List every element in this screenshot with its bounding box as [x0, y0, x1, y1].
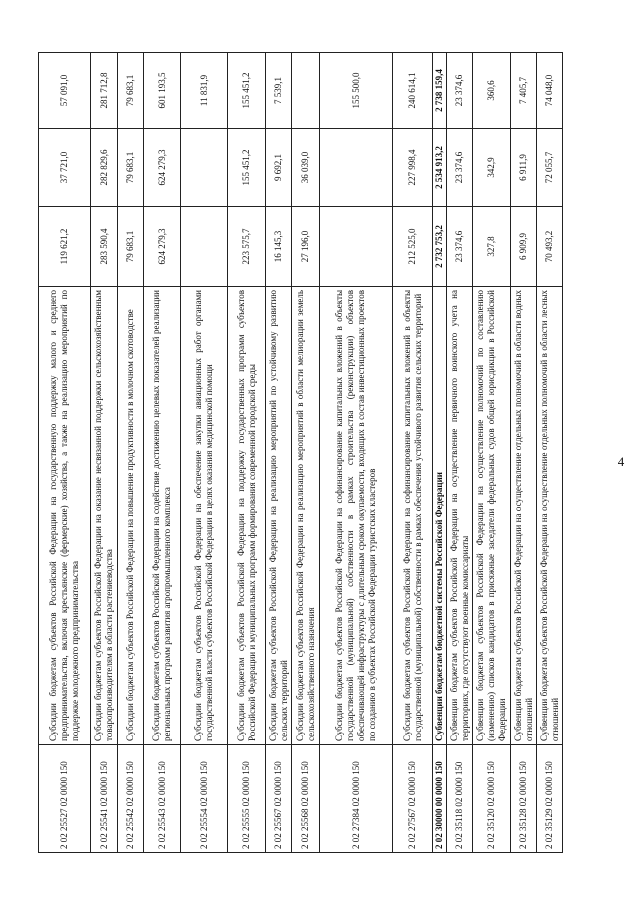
budget-code-cell: 2 02 25555 02 0000 150 [228, 745, 266, 853]
amount-cell-2: 23 374,6 [447, 129, 473, 207]
amount-cell-3: 74 048,0 [537, 53, 563, 129]
budget-code-cell: 2 02 25527 02 0000 150 [39, 745, 91, 853]
amount-cell-2: 9 692,1 [266, 129, 292, 207]
table-row [447, 53, 473, 853]
table-row [144, 53, 181, 853]
amount-cell-1: 327,8 [473, 207, 511, 287]
income-name-cell: Субсидии бюджетам субъектов Российской Федерации на софинансирование капитальных вложений в объекты государственной (муниципальной) собственности в рамках обеспечения устойчивого развития сельских территорий [393, 287, 433, 745]
income-name-cell: Субсидии бюджетам субъектов Российской Федерации на поддержку государственных программ субъектов Российской Федерации и муниципальных программ формирования современной городской среды [228, 287, 266, 745]
income-name-cell: Субвенции бюджетам субъектов Российской Федерации на осуществление полномочий по составлению (изменению) списков кандидатов в присяжные заседатели федеральных судов общей юрисдикции в Российской Федерации [473, 287, 511, 745]
amount-cell-1: 212 525,0 [393, 207, 433, 287]
amount-cell-3: 155 500,0 [320, 53, 393, 129]
budget-code-cell: 2 02 30000 00 0000 150 [433, 745, 447, 853]
amount-cell-2: 624 279,3 [144, 129, 181, 207]
amount-cell-2: 36 039,0 [292, 129, 320, 207]
income-name-cell: Субсидии бюджетам субъектов Российской Федерации на реализацию мероприятий по устойчивому развитию сельских территорий [266, 287, 292, 745]
amount-cell-3: 23 374,6 [447, 53, 473, 129]
budget-code-cell: 2 02 35120 02 0000 150 [473, 745, 511, 853]
amount-cell-3: 155 451,2 [228, 53, 266, 129]
table-row [511, 53, 537, 853]
amount-cell-1: 2 732 753,2 [433, 207, 447, 287]
budget-code-cell: 2 02 35118 02 0000 150 [447, 745, 473, 853]
amount-cell-2: 6 911,9 [511, 129, 537, 207]
amount-cell-3: 601 193,5 [144, 53, 181, 129]
table-row [228, 53, 266, 853]
amount-cell-1: 79 683,1 [118, 207, 144, 287]
amount-cell-3: 2 738 159,4 [433, 53, 447, 129]
amount-cell-1: 70 493,2 [537, 207, 563, 287]
income-name-cell: Субсидии бюджетам субъектов Российской Федерации на содействие достижению целевых показателей реализации региональных программ развития агропромышленного комплекса [144, 287, 181, 745]
income-name-cell: Субсидии бюджетам субъектов Российской Федерации на обеспечение закупки авиационных работ органами государственной власти субъектов Российской Федерации в целях оказания медицинской помощи [181, 287, 228, 745]
amount-cell-3: 7 539,1 [266, 53, 292, 129]
table-row [473, 53, 511, 853]
income-name-cell: Субвенции бюджетам субъектов Российской Федерации на осуществление первичного воинского учета на территориях, где отсутствуют военные комиссариаты [447, 287, 473, 745]
table-row [118, 53, 144, 853]
income-name-cell: Субвенции бюджетам бюджетной системы Российской Федерации [433, 287, 447, 745]
table-row [292, 53, 320, 853]
amount-cell-3: 11 831,9 [181, 53, 228, 129]
amount-cell-3: 240 614,1 [393, 53, 433, 129]
amount-cell-1 [181, 207, 228, 287]
amount-cell-2: 155 451,2 [228, 129, 266, 207]
amount-cell-2: 282 829,6 [91, 129, 118, 207]
amount-cell-2: 2 534 913,2 [433, 129, 447, 207]
budget-code-cell: 2 02 25541 02 0000 150 [91, 745, 118, 853]
page-number: 4 [617, 453, 625, 469]
amount-cell-3: 281 712,8 [91, 53, 118, 129]
budget-code-cell: 2 02 25567 02 0000 150 [266, 745, 292, 853]
amount-cell-3 [292, 53, 320, 129]
income-name-cell: Субвенции бюджетам субъектов Российской Федерации на осуществление отдельных полномочий в области водных отношений [511, 287, 537, 745]
budget-code-cell: 2 02 25543 02 0000 150 [144, 745, 181, 853]
amount-cell-2: 37 721,0 [39, 129, 91, 207]
amount-cell-1: 283 590,4 [91, 207, 118, 287]
budget-code-cell: 2 02 25542 02 0000 150 [118, 745, 144, 853]
amount-cell-1: 119 621,2 [39, 207, 91, 287]
table-row [320, 53, 393, 853]
table-row [39, 53, 91, 853]
amount-cell-2 [181, 129, 228, 207]
income-name-cell: Субвенции бюджетам субъектов Российской Федерации на осуществление отдельных полномочий в области лесных отношений [537, 287, 563, 745]
budget-code-cell: 2 02 27567 02 0000 150 [393, 745, 433, 853]
table-row [393, 53, 433, 853]
budget-code-cell: 2 02 35129 02 0000 150 [537, 745, 563, 853]
amount-cell-1: 23 374,6 [447, 207, 473, 287]
amount-cell-2: 342,9 [473, 129, 511, 207]
budget-code-cell: 2 02 25568 02 0000 150 [292, 745, 320, 853]
income-name-cell: Субсидии бюджетам субъектов Российской Федерации на повышение продуктивности в молочном скотоводстве [118, 287, 144, 745]
amount-cell-1: 624 279,3 [144, 207, 181, 287]
amount-cell-2: 79 683,1 [118, 129, 144, 207]
budget-table [38, 52, 563, 853]
amount-cell-1: 6 909,9 [511, 207, 537, 287]
income-name-cell: Субсидии бюджетам субъектов Российской Федерации на софинансирование капитальных вложений в объекты государственной (муниципальной) собственности в рамках строительства (реконструкции) объектов обеспечивающей инфраструктуры с длительным сроком окупаемости, входящих в состав инвестиционных проектов по созданию в субъектах Российской Федерации туристских кластеров [320, 287, 393, 745]
amount-cell-3: 57 091,0 [39, 53, 91, 129]
amount-cell-1: 223 575,7 [228, 207, 266, 287]
amount-cell-2 [320, 129, 393, 207]
budget-code-cell: 2 02 35128 02 0000 150 [511, 745, 537, 853]
amount-cell-2: 227 998,4 [393, 129, 433, 207]
table-row [91, 53, 118, 853]
budget-code-cell: 2 02 27384 02 0000 150 [320, 745, 393, 853]
table-row [537, 53, 563, 853]
amount-cell-3: 79 683,1 [118, 53, 144, 129]
table-row [433, 53, 447, 853]
income-name-cell: Субсидии бюджетам субъектов Российской Федерации на оказание несвязанной поддержки сельскохозяйственным товаропроизводителям в области растениеводства [91, 287, 118, 745]
income-name-cell: Субсидии бюджетам субъектов Российской Федерации на реализацию мероприятий в области мелиорации земель сельскохозяйственного назначения [292, 287, 320, 745]
table-body [39, 53, 563, 853]
amount-cell-2: 72 055,7 [537, 129, 563, 207]
amount-cell-1: 27 196,0 [292, 207, 320, 287]
amount-cell-1: 16 145,3 [266, 207, 292, 287]
amount-cell-3: 7 405,7 [511, 53, 537, 129]
budget-code-cell: 2 02 25554 02 0000 150 [181, 745, 228, 853]
amount-cell-3: 360,6 [473, 53, 511, 129]
table-row [181, 53, 228, 853]
table-row [266, 53, 292, 853]
amount-cell-1 [320, 207, 393, 287]
income-name-cell: Субсидии бюджетам субъектов Российской Федерации на государственную поддержку малого и среднего предпринимательства, включая крестьянские (фермерские) хозяйства, а также на реализацию мероприятий по поддержке молодежного предпринимательства [39, 287, 91, 745]
